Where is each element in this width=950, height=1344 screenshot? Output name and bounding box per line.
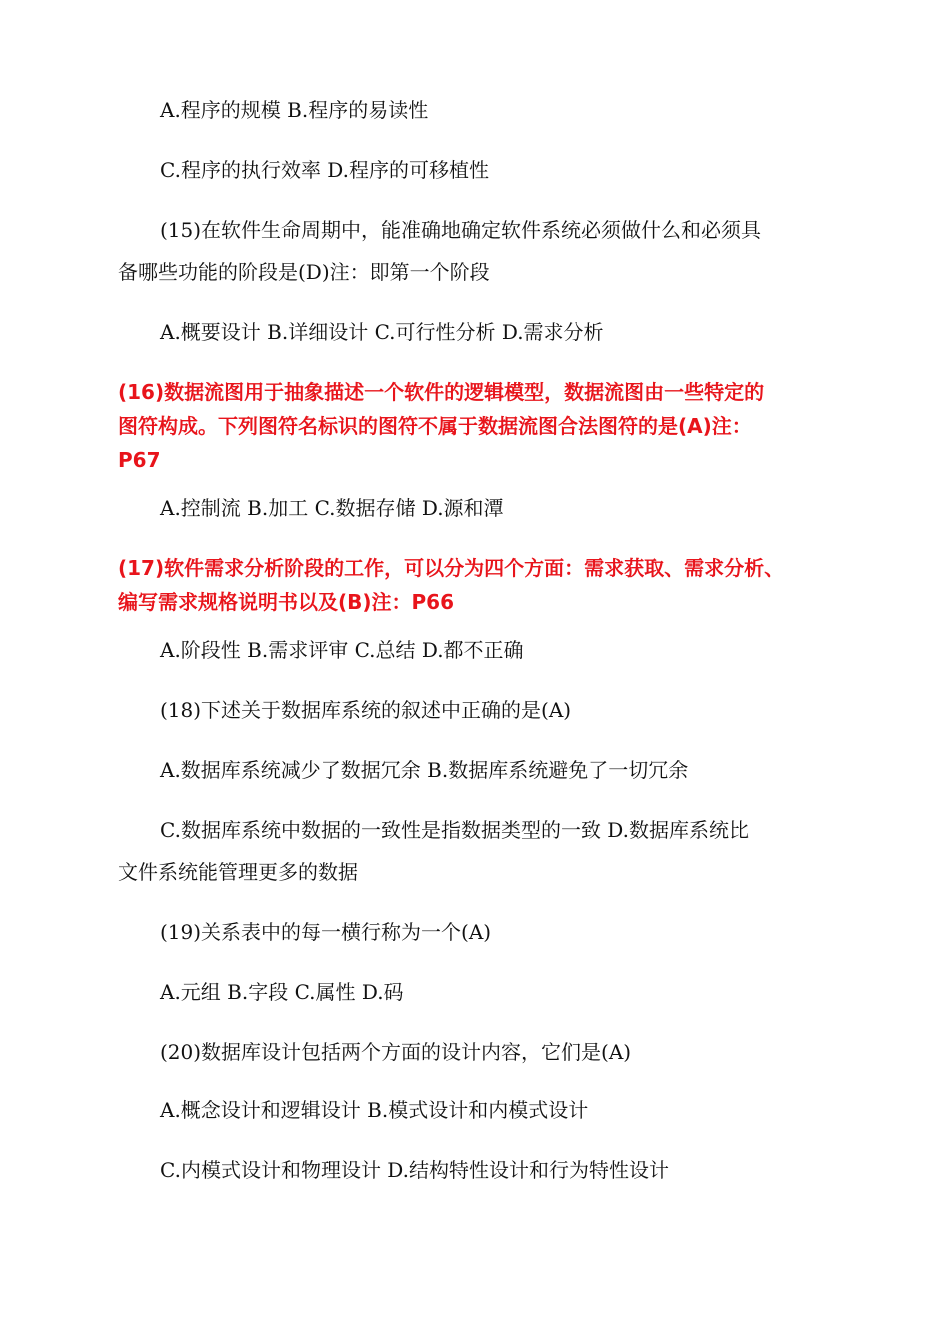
option-line: C.数据库系统中数据的一致性是指数据类型的一致 D.数据库系统比 — [160, 818, 749, 842]
question-18-line: (18)下述关于数据库系统的叙述中正确的是(A) — [160, 698, 572, 722]
question-16-line-2: 图符构成。下列图符名标识的图符不属于数据流图合法图符的是(A)注： — [118, 414, 752, 438]
question-19-line: (19)关系表中的每一横行称为一个(A) — [160, 920, 492, 944]
option-line: C.程序的执行效率 D.程序的可移植性 — [160, 158, 489, 182]
question-15-line-1: (15)在软件生命周期中，能准确地确定软件系统必须做什么和必须具 — [160, 218, 762, 242]
question-16-line-3: P67 — [118, 448, 161, 472]
option-line: A.控制流 B.加工 C.数据存储 D.源和潭 — [160, 496, 504, 520]
option-line: A.阶段性 B.需求评审 C.总结 D.都不正确 — [160, 638, 524, 662]
question-17-line-1: (17)软件需求分析阶段的工作，可以分为四个方面：需求获取、需求分析、 — [118, 556, 785, 580]
option-line: A.数据库系统减少了数据冗余 B.数据库系统避免了一切冗余 — [160, 758, 689, 782]
option-line: A.概念设计和逻辑设计 B.模式设计和内模式设计 — [160, 1098, 589, 1122]
question-16-line-1: (16)数据流图用于抽象描述一个软件的逻辑模型，数据流图由一些特定的 — [118, 380, 765, 404]
option-line: A.程序的规模 B.程序的易读性 — [160, 98, 429, 122]
question-17-line-2: 编写需求规格说明书以及(B)注：P66 — [118, 590, 455, 614]
option-line: A.元组 B.字段 C.属性 D.码 — [160, 980, 404, 1004]
option-line-continued: 文件系统能管理更多的数据 — [118, 860, 358, 884]
option-line: A.概要设计 B.详细设计 C.可行性分析 D.需求分析 — [160, 320, 604, 344]
option-line: C.内模式设计和物理设计 D.结构特性设计和行为特性设计 — [160, 1158, 669, 1182]
question-15-line-2: 备哪些功能的阶段是(D)注：即第一个阶段 — [118, 260, 490, 284]
question-20-line: (20)数据库设计包括两个方面的设计内容，它们是(A) — [160, 1040, 632, 1064]
